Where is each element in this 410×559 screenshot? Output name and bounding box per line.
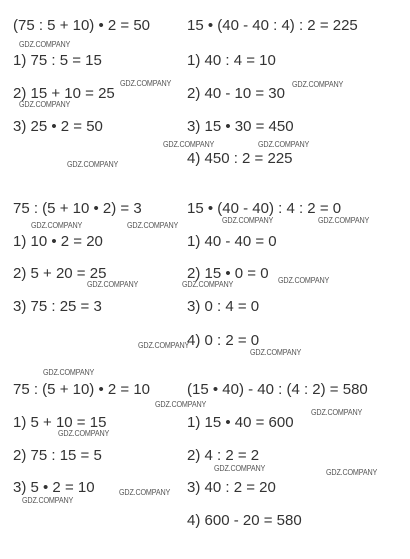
step-1-right-3: 3) 15 • 30 = 450 <box>187 118 294 135</box>
expression-3-left: 75 : (5 + 10) • 2 = 10 <box>13 381 151 398</box>
watermark: GDZ.COMPANY <box>119 488 171 497</box>
step-2-left-2: 2) 5 + 20 = 25 <box>13 265 107 282</box>
step-1-right-2: 2) 40 - 10 = 30 <box>187 85 285 102</box>
watermark: GDZ.COMPANY <box>22 496 74 505</box>
watermark: GDZ.COMPANY <box>155 400 207 409</box>
watermark: GDZ.COMPANY <box>292 80 344 89</box>
step-1-left-2: 2) 15 + 10 = 25 <box>13 85 115 102</box>
watermark: GDZ.COMPANY <box>182 280 234 289</box>
watermark: GDZ.COMPANY <box>138 341 190 350</box>
step-1-left-1: 1) 75 : 5 = 15 <box>13 52 102 69</box>
expression-3-right: (15 • 40) - 40 : (4 : 2) = 580 <box>187 381 368 398</box>
watermark: GDZ.COMPANY <box>326 468 378 477</box>
step-1-left-3: 3) 25 • 2 = 50 <box>13 118 103 135</box>
watermark: GDZ.COMPANY <box>19 40 71 49</box>
watermark: GDZ.COMPANY <box>19 100 71 109</box>
step-2-right-4: 4) 0 : 2 = 0 <box>187 332 260 349</box>
watermark: GDZ.COMPANY <box>163 140 215 149</box>
watermark: GDZ.COMPANY <box>214 464 266 473</box>
watermark: GDZ.COMPANY <box>67 160 119 169</box>
watermark: GDZ.COMPANY <box>222 216 274 225</box>
watermark: GDZ.COMPANY <box>58 429 110 438</box>
watermark: GDZ.COMPANY <box>43 368 95 377</box>
expression-2-right: 15 • (40 - 40) : 4 : 2 = 0 <box>187 200 342 217</box>
step-3-right-1: 1) 15 • 40 = 600 <box>187 414 294 431</box>
step-2-right-1: 1) 40 - 40 = 0 <box>187 233 277 250</box>
watermark: GDZ.COMPANY <box>250 348 302 357</box>
step-2-left-3: 3) 75 : 25 = 3 <box>13 298 102 315</box>
step-1-right-1: 1) 40 : 4 = 10 <box>187 52 276 69</box>
expression-1-left: (75 : 5 + 10) • 2 = 50 <box>13 17 151 34</box>
watermark: GDZ.COMPANY <box>278 276 330 285</box>
step-1-right-4: 4) 450 : 2 = 225 <box>187 150 293 167</box>
watermark: GDZ.COMPANY <box>120 79 172 88</box>
step-3-left-2: 2) 75 : 15 = 5 <box>13 447 102 464</box>
step-3-right-3: 3) 40 : 2 = 20 <box>187 479 276 496</box>
watermark: GDZ.COMPANY <box>311 408 363 417</box>
step-3-right-4: 4) 600 - 20 = 580 <box>187 512 302 529</box>
step-3-left-3: 3) 5 • 2 = 10 <box>13 479 95 496</box>
step-2-right-3: 3) 0 : 4 = 0 <box>187 298 260 315</box>
watermark: GDZ.COMPANY <box>258 140 310 149</box>
expression-1-right: 15 • (40 - 40 : 4) : 2 = 225 <box>187 17 358 34</box>
watermark: GDZ.COMPANY <box>87 280 139 289</box>
watermark: GDZ.COMPANY <box>127 221 179 230</box>
watermark: GDZ.COMPANY <box>31 221 83 230</box>
step-2-right-2: 2) 15 • 0 = 0 <box>187 265 269 282</box>
expression-2-left: 75 : (5 + 10 • 2) = 3 <box>13 200 142 217</box>
step-2-left-1: 1) 10 • 2 = 20 <box>13 233 103 250</box>
watermark: GDZ.COMPANY <box>318 216 370 225</box>
step-3-left-1: 1) 5 + 10 = 15 <box>13 414 107 431</box>
step-3-right-2: 2) 4 : 2 = 2 <box>187 447 260 464</box>
